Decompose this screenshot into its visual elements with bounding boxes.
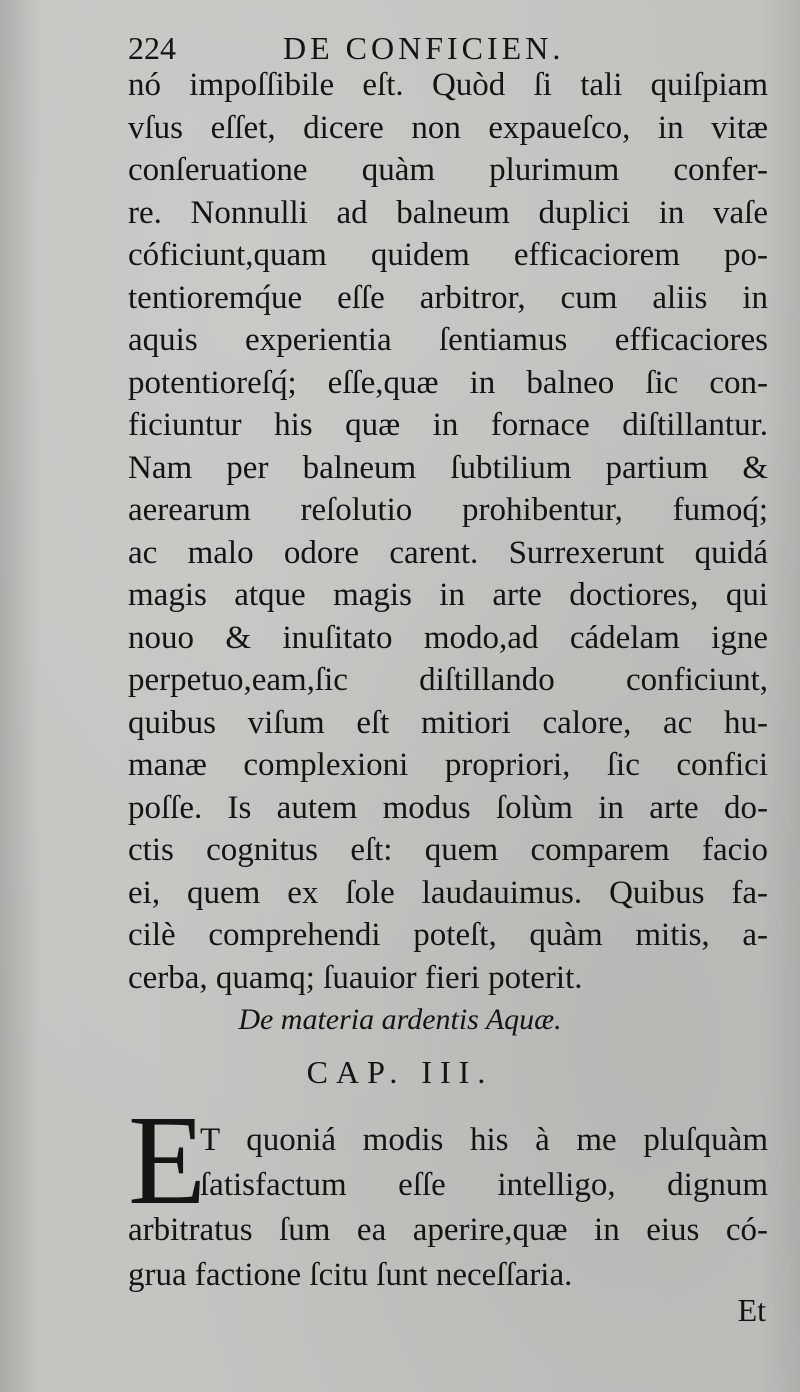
text-line: tentioremq́ue eſſe arbitror, cum aliis in (128, 279, 768, 316)
text-line: re. Nonnulli ad balneum duplici in vaſe (128, 194, 768, 231)
text-line: manæ complexioni propriori, ſic confici (128, 747, 768, 783)
text-line: poſſe. Is autem modus ſolùm in arte do- (128, 789, 768, 826)
text-line: grua factione ſcitu ſunt neceſſaria. (128, 1257, 573, 1293)
text-line: arbitratus ſum ea aperire,quæ in eius có- (128, 1212, 768, 1248)
text-line: T quoniá modis his à me pluſquàm (200, 1122, 768, 1158)
text-line: quibus viſum eſt mitiori calore, ac hu- (128, 704, 768, 741)
text-line: cilè comprehendi poteſt, quàm mitis, a- (128, 917, 768, 953)
text-line: cóficiunt,quam quidem efficaciorem po- (128, 237, 768, 273)
running-title: DE CONFICIEN. (283, 30, 565, 66)
text-line: ei, quem ex ſole laudauimus. Quibus fa- (128, 874, 768, 911)
text-line: perpetuo,eam,ſic diſtillando conficiunt, (128, 662, 768, 698)
body-text (128, 64, 768, 999)
chapter-paragraph (128, 1118, 768, 1298)
text-line: nouo & inuſitato modo,ad cádelam igne (128, 619, 768, 656)
text-line: ſatisfactum eſſe intelligo, dignum (200, 1167, 768, 1203)
page-number: 224 (128, 30, 176, 66)
text-line: vſus eſſet, dicere non expaueſco, in vitæ (128, 109, 768, 146)
text-line: Nam per balneum ſubtilium partium & (128, 449, 768, 486)
text-line: aerearum reſolutio prohibentur, fumoq́; (128, 492, 768, 528)
text-line: cerba, quamq; ſuauior fieri poterit. (128, 959, 583, 996)
section-subtitle: De materia ardentis Aquæ. (238, 1003, 562, 1036)
catchword: Et (737, 1292, 766, 1328)
text-line: ficiuntur his quæ in fornace diſtillantur. (128, 407, 768, 443)
text-line: nó impoſſibile eſt. Quòd ſi tali quiſpiam (128, 67, 768, 103)
text-line: conſeruatione quàm plurimum confer- (128, 152, 768, 188)
text-line: potentioreſq́; eſſe,quæ in balneo ſic con- (128, 364, 768, 401)
text-line: ac malo odore carent. Surrexerunt quidá (128, 534, 768, 571)
text-line: magis atque magis in arte doctiores, qui (128, 577, 768, 613)
running-head (128, 28, 768, 68)
text-line: aquis experientia ſentiamus efficaciores (128, 322, 768, 358)
chapter-heading: CAP. III. (306, 1054, 494, 1090)
drop-cap: E (128, 1089, 207, 1231)
text-line: ctis cognitus eſt: quem comparem facio (128, 832, 768, 868)
